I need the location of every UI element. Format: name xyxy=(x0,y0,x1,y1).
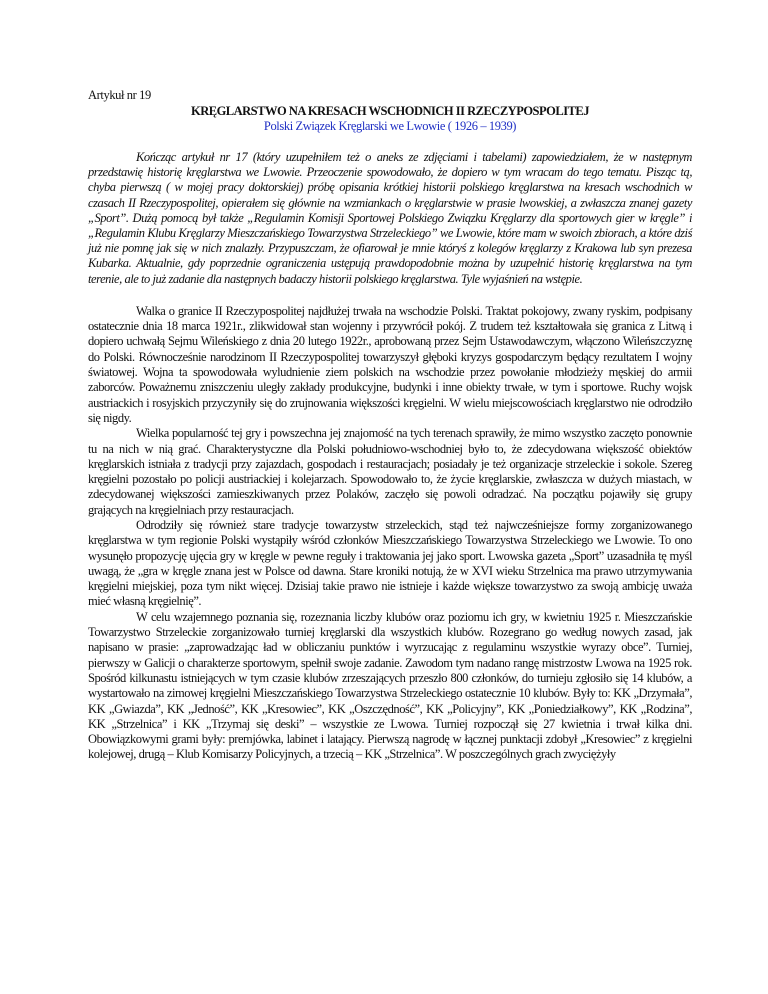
intro-paragraph: Kończąc artykuł nr 17 (który uzupełniłem też o aneks ze zdjęciami i tabelami) zapowiedziałem, że w następnym przedstawię historię kręglarstwa we Lwowie. Przeoczenie spowodowało, że dopiero w tym wracam do tego tematu. Pisząc tą, chyba pierwszą ( w mojej pracy doktorskiej) próbę opisania krótkiej historii polskiego kręglarstwa na kresach wschodnich w czasach II Rzeczypospolitej, opierałem się głównie na wzmiankach o kręglarstwie w prasie lwowskiej, a zwłaszcza znanej gazety „Sport”. Dużą pomocą był także „Regulamin Komisji Sportowej Polskiego Związku Kręglarzy dla sportowych gier w kręgle” i „Regulamin Klubu Kręglarzy Mieszczańskiego Towarzystwa Strzeleckiego” we Lwowie, które mam w swoich zbiorach, a które dziś już nie pomnę jak się w nich znalazły. Przypuszczam, że ofiarował je mnie któryś z kolegów kręglarzy z Krakowa lub syn prezesa Kubarka. Aktualnie, gdy poprzednie ograniczenia ustępują prawdopodobnie można by uzupełnić historię kręglarstwa na tym terenie, ale to już zadanie dla następnych badaczy historii polskiego kręglarstwa. Tyle wyjaśnień na wstępie. xyxy=(88,150,692,286)
body-paragraph: Wielka popularność tej gry i powszechna jej znajomość na tych terenach sprawiły, że mimo wszystko zaczęto ponownie tu na nich w nią grać. Charakterystyczne dla Polski południowo-wschodniej było to, że zdecydowana większość obiektów kręglarskich istniała z tradycji przy zajazdach, gospodach i restauracjach; posiadały je też organizacje strzeleckie i sokole. Szereg kręgielni pozostało po policji austriackiej i kolejarzach. Spowodowało to, że życie kręglarskie, zwłaszcza w dużych miastach, w zdecydowanej większości zamieszkiwanych przez Polaków, zaczęło się powoli odradzać. Na początku pojawiły się grupy grających na kręgielniach przy restauracjach. xyxy=(88,426,692,517)
article-body xyxy=(88,304,692,763)
body-paragraph: Walka o granice II Rzeczypospolitej najdłużej trwała na wschodzie Polski. Traktat pokojowy, zwany ryskim, podpisany ostatecznie dnia 18 marca 1921r., zlikwidował stan wojenny i przywrócił pokój. Z trudem też kształtowała się granica z Litwą i dopiero uchwałą Sejmu Wileńskiego z dnia 20 lutego 1922r., aprobowaną przez Sejm Ustawodawczym, włączono Wileńszczyznę do Polski. Równocześnie narodzinom II Rzeczypospolitej towarzyszył głęboki kryzys gospodarczym będący rezultatem I wojny światowej. Wojna ta spowodowała wyludnienie ziem polskich na wschodzie przez powołanie młodzieży męskiej do armii zaborców. Poważnemu zniszczeniu uległy zakłady produkcyjne, budynki i inne obiekty trwałe, w tym i sportowe. Ruchy wojsk austriackich i rosyjskich przyczyniły się do zrujnowania większości kręgielni. W wielu miejscowościach kręglarstwo nie odrodziło się nigdy. xyxy=(88,303,692,425)
article-subtitle: Polski Związek Kręglarski we Lwowie ( 1926 – 1939) xyxy=(263,119,517,133)
article-title: KRĘGLARSTWO NA KRESACH WSCHODNICH II RZECZYPOSPOLITEJ xyxy=(190,104,589,118)
body-paragraph: Odrodziły się również stare tradycje towarzystw strzeleckich, stąd też najwcześniejsze formy zorganizowanego kręglarstwa w tym regionie Polski wystąpiły wśród członków Mieszczańskiego Towarzystwa Strzeleckiego we Lwowie. To ono wysunęło propozycję ujęcia gry w kręgle w pewne reguły i traktowania jej jako sport. Lwowska gazeta „Sport” uzasadniła tę myśl uwagą, że „gra w kręgle znana jest w Polsce od dawna. Stare kroniki notują, że w XVI wieku Strzelnica ma prawo utrzymywania kręgielni miejskiej, poza tym nikt więcej. Dzisiaj takie prawo nie istnieje i każde większe towarzystwo za swoją ambicję uważa mieć własną kręgielnię”. xyxy=(88,517,692,609)
document-page xyxy=(88,88,692,763)
article-number: Artykuł nr 19 xyxy=(88,88,151,102)
body-paragraph: W celu wzajemnego poznania się, rozeznania liczby klubów oraz poziomu ich gry, w kwietniu 1925 r. Mieszczańskie Towarzystwo Strzeleckie zorganizowało turniej kręglarski dla wszystkich klubów. Rozegrano go według nowych zasad, jak napisano w prasie: „zaprowadzając ład w obliczaniu punktów i wyrzucając z regulaminu wszystkie wyrazy obce”. Turniej, pierwszy w Galicji o charakterze sportowym, spełnił swoje zadanie. Zawodom tym nadano rangę mistrzostw Lwowa na 1925 rok. Spośród kilkunastu istniejących w tym czasie klubów zrzeszających przeszło 800 członków, do turnieju zgłosiło się 14 klubów, a wystartowało na zimowej kręgielni Mieszczańskiego Towarzystwa Strzeleckiego ostatecznie 10 klubów. Były to: KK „Drzymała”, KK „Gwiazda”, KK „Jedność”, KK „Kresowiec”, KK „Oszczędność”, KK „Policyjny”, KK „Poniedziałkowy”, KK „Rodzina”, KK „Strzelnica” i KK „Trzymaj się deski” – wszystkie ze Lwowa. Turniej rozpoczął się 27 kwietnia i trwał kilka dni. Obowiązkowymi grami były: premjówka, labinet i latający. Pierwszą nagrodę w łącznej punktacji zdobył „Kresowiec” z kręgielni kolejowej, drugą – Klub Komisarzy Policyjnych, a trzecią – KK „Strzelnica”. W poszczególnych grach zwyciężyły xyxy=(88,609,692,762)
